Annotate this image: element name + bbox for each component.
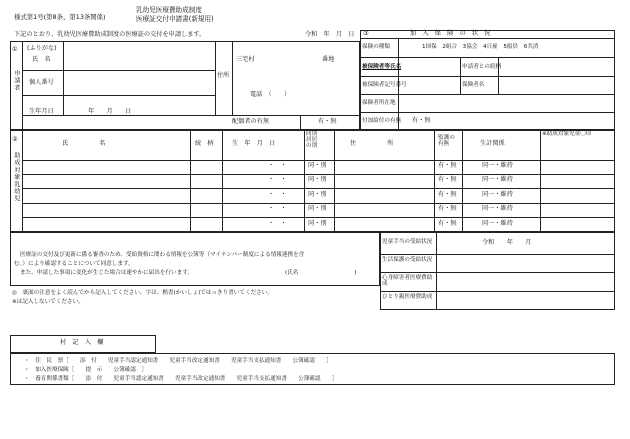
relation-label: 申請者との続柄 [462, 64, 502, 70]
child-livelihood-1[interactable]: 同一・維持 [482, 162, 513, 169]
children-header-birth: 生 年 月 日 [232, 140, 276, 147]
child-birth-2[interactable]: ・ ・ [268, 176, 287, 183]
insurance-section-number: ③ [363, 30, 369, 37]
birth-label: 生年月日 [29, 108, 54, 115]
child-birth-5[interactable]: ・ ・ [268, 220, 287, 227]
form-title-line2: 医療証交付申請書(新規用) [136, 15, 214, 23]
spouse-divider [300, 115, 301, 130]
banchi-label: 番地 [322, 56, 335, 63]
furigana-label: (ふりがな) [27, 45, 57, 52]
insurer-name-label: 保険者名 [462, 82, 485, 88]
consent-block [10, 232, 380, 286]
child-allowance-value[interactable]: 令和 年 月 [482, 239, 532, 246]
child-birth-1[interactable]: ・ ・ [268, 162, 287, 169]
child-birth-4[interactable]: ・ ・ [268, 205, 287, 212]
applicant-section-number: ① [12, 46, 18, 53]
insurance-kind-options[interactable]: 1国保 2組合 3協会 4日雇 5船員 6共済 [422, 44, 539, 50]
other-benefits-divider [436, 232, 437, 310]
child-care-5[interactable]: 有・無 [438, 220, 457, 227]
children-side-label: 助成対象乳幼児 [12, 152, 20, 203]
insurance-mid-divider-a [460, 57, 461, 94]
children-row-line-4 [22, 217, 615, 218]
applicant-row-line-2 [22, 95, 215, 96]
child-livelihood-2[interactable]: 同一・維持 [482, 176, 513, 183]
child-birth-3[interactable]: ・ ・ [268, 191, 287, 198]
child-allowance-label: 児童手当の受給状況 [382, 239, 433, 245]
children-header-address: 住 所 [350, 140, 394, 147]
notes-line2: ※は記入しないでください。 [12, 299, 84, 305]
other-benefits-line-2 [380, 272, 615, 273]
office-row-resident: ・ 住 民 票［ 添 付 児童手当認定通知書 児童手当改定通知書 児童手当支払通知書 公簿確認 ］ [24, 358, 332, 364]
child-cohabit-3[interactable]: 同・別 [308, 191, 327, 198]
birth-value[interactable]: 年 月 日 [88, 108, 132, 115]
consent-line1: 医療証の交付及び更新に係る審査のため、受給資格に関わる情報を公簿等（マイナンバー制度による情報連携を含 [20, 252, 305, 258]
office-row-guardian: ・ 養育関係書類［ 添 付 児童手当認定通知書 児童手当改定通知書 児童手当支払通知書 公簿確認 ］ [24, 376, 338, 382]
phone-label[interactable]: 電話 （ ） [250, 91, 291, 98]
child-livelihood-5[interactable]: 同一・維持 [482, 220, 513, 227]
insurer-address-label: 保険者所在地 [362, 100, 396, 106]
child-cohabit-2[interactable]: 同・別 [308, 176, 327, 183]
insurance-heading: 加 入 保 険 の 状 況 [410, 30, 491, 37]
child-care-4[interactable]: 有・無 [438, 205, 457, 212]
children-row-line-1 [22, 174, 615, 175]
child-cohabit-5[interactable]: 同・別 [308, 220, 327, 227]
applicant-address-divider [215, 41, 216, 115]
consent-line3: また、申請した事項に変化が生じた場合は速やかに届出を行います。 [20, 270, 193, 276]
children-section-number: ② [12, 136, 18, 143]
notes-line1: ◎ 裏面の注意をよく読んでから記入してください。字は、楷書(かいしょ)ではっきり書いてください。 [12, 290, 273, 296]
child-cohabit-4[interactable]: 同・別 [308, 205, 327, 212]
extra-benefit-label: 付加給付の有無 [362, 118, 402, 124]
child-care-2[interactable]: 有・無 [438, 176, 457, 183]
welfare-label: 生活保護の受給状況 [382, 257, 433, 263]
insured-name-label: 被保険者等氏名 [362, 64, 402, 70]
intro-text: 下記のとおり、乳幼児医療費助成制度の医療証の交付を申請します。 [14, 31, 206, 38]
child-livelihood-4[interactable]: 同一・維持 [482, 205, 513, 212]
insurance-kind-label: 保険の種類 [362, 44, 390, 50]
child-livelihood-3[interactable]: 同一・維持 [482, 191, 513, 198]
children-row-line-2 [22, 188, 615, 189]
address-label: 住所 [217, 72, 230, 79]
insured-number-label: 被保険者記号番号 [362, 82, 407, 88]
children-header-target: ※助成対象児童〇印 [542, 131, 592, 137]
children-header-name: 氏 名 [62, 140, 106, 147]
name-label: 氏 名 [32, 56, 51, 63]
application-date[interactable]: 令和 年 月 日 [305, 31, 355, 38]
children-row-line-3 [22, 203, 615, 204]
form-title-line1: 乳幼児医療費助成制度 [136, 6, 202, 14]
applicant-section-label: 申請者 [12, 70, 20, 92]
other-benefits-line-3 [380, 291, 615, 292]
applicant-row-line-3 [22, 115, 360, 116]
personal-number-label: 個人番号 [29, 79, 54, 86]
child-care-3[interactable]: 有・無 [438, 191, 457, 198]
town-name: 三宅村 [236, 56, 255, 63]
children-header-cohabit: 同別居居の別 [306, 131, 318, 150]
insurance-mid-divider-b [498, 57, 499, 94]
applicant-col-divider [63, 41, 64, 115]
office-row-insurance: ・ 加入医療保険［ 提 示 公簿確認 ］ [24, 367, 148, 373]
office-use-label: 村 記 入 欄 [60, 339, 104, 346]
applicant-row-line-1 [22, 70, 215, 71]
child-cohabit-1[interactable]: 同・別 [308, 162, 327, 169]
single-parent-label: ひとり親医療費助成 [382, 294, 433, 300]
children-header-line [22, 160, 615, 161]
child-care-1[interactable]: 有・無 [438, 162, 457, 169]
other-benefits-line-1 [380, 254, 615, 255]
applicant-address-value-divider [232, 41, 233, 115]
disabled-label: 心身障害者医療費助成 [382, 275, 433, 288]
applicant-label-divider [22, 41, 23, 130]
consent-line2: む。）により確認することについて同意します。 [14, 261, 134, 267]
children-header-care: 監護の有無 [438, 135, 455, 148]
children-header-relation: 続 柄 [195, 140, 214, 147]
children-header-livelihood: 生計関係 [480, 140, 505, 147]
extra-benefit-value[interactable]: 有・無 [412, 117, 431, 124]
form-number: 様式第1号(第8条、第13条関係) [14, 13, 106, 21]
consent-signature[interactable]: (氏名 ) [285, 270, 357, 276]
spouse-label: 配偶者の有無 [232, 118, 270, 125]
spouse-value[interactable]: 有・無 [318, 118, 337, 125]
